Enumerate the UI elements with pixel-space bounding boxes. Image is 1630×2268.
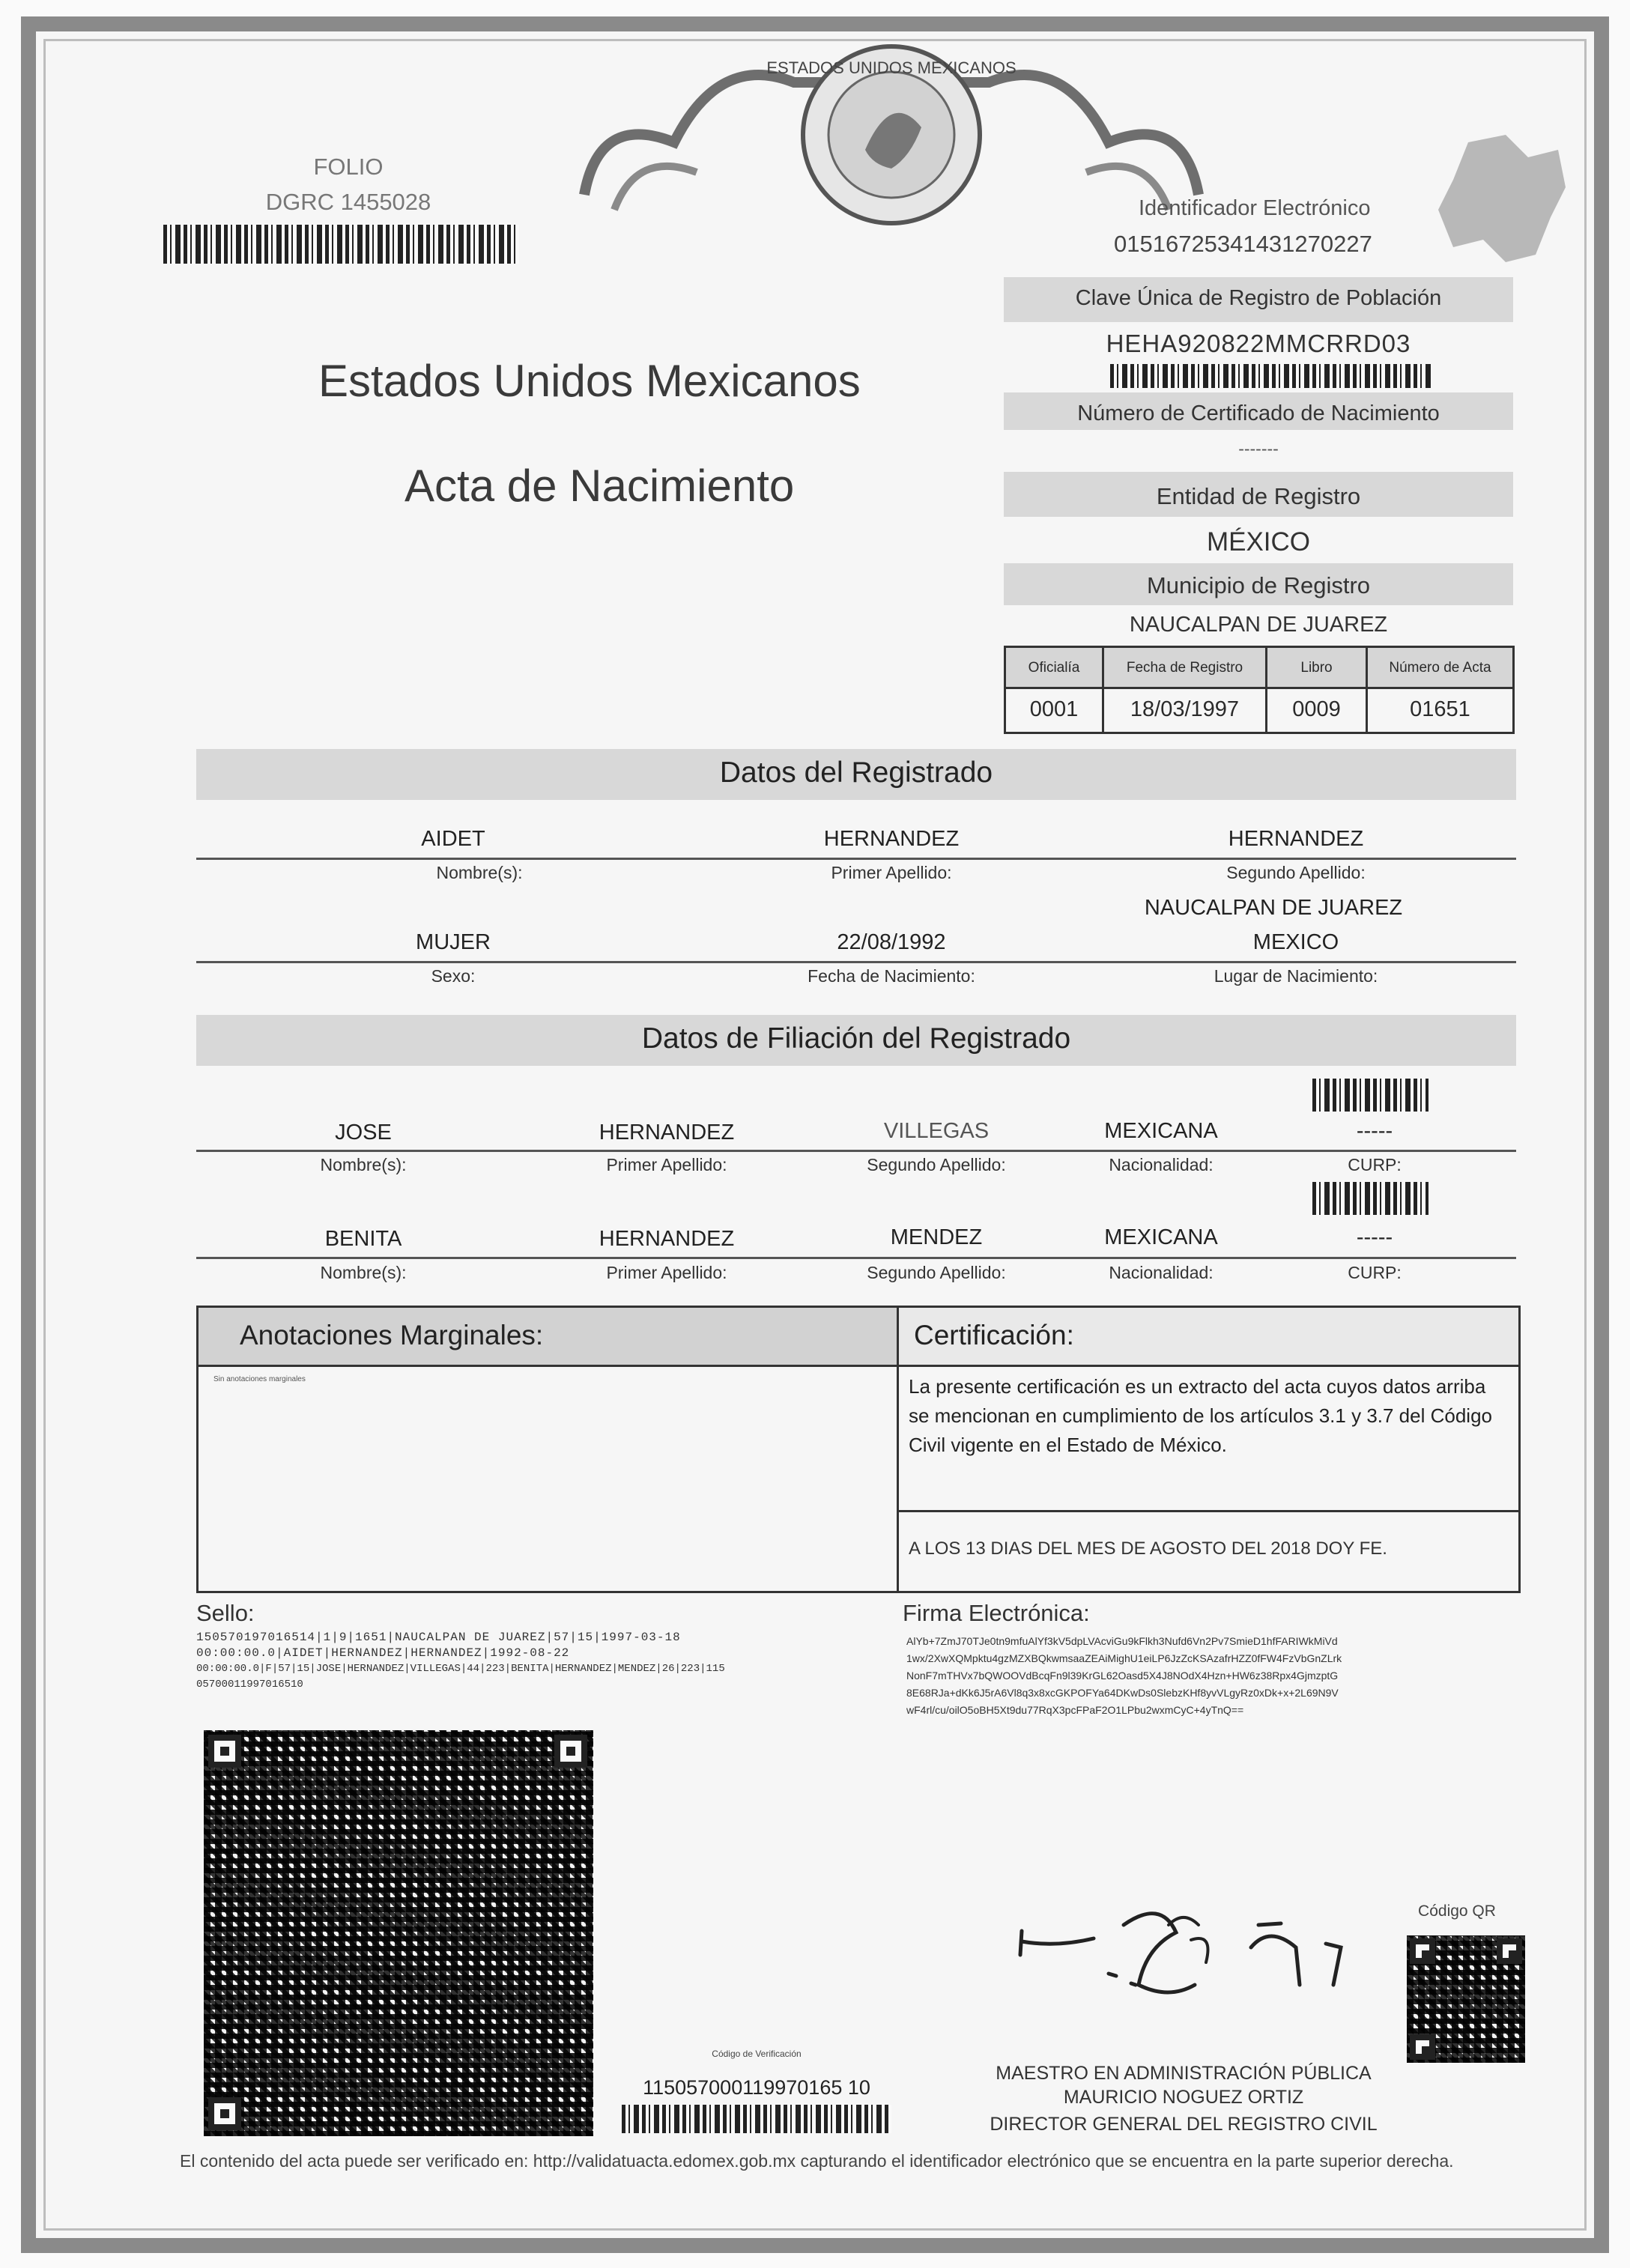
mother-curp-barcode	[1312, 1182, 1428, 1215]
table-value-cell: 0001	[1029, 697, 1079, 721]
mother-name: BENITA	[324, 1227, 402, 1251]
official-name: MAURICIO NOGUEZ ORTIZ	[1063, 2087, 1304, 2108]
entity-label: Entidad de Registro	[1156, 483, 1361, 509]
certification-divider	[899, 1510, 1518, 1512]
father-name: JOSE	[335, 1121, 392, 1144]
large-2d-code	[204, 1730, 593, 2136]
annotations-title: Anotaciones Marginales:	[240, 1320, 544, 1350]
footer-verification-text: El contenido del acta puede ser verificado en: http://validatuacta.edomex.gob.mx capturando el identificador electrónico que se encuentra en la parte superior derecha.	[180, 2151, 1454, 2171]
identifier-value: 01516725341431270227	[1114, 231, 1372, 257]
registrant-birth-date: 22/08/1992	[837, 930, 946, 954]
registrant-row-rule	[196, 858, 1516, 860]
signature-label: Firma Electrónica:	[903, 1600, 1090, 1626]
mother-curp-label: CURP:	[1348, 1263, 1402, 1282]
registrant-row-rule	[196, 961, 1516, 963]
qr-label: Código QR	[1418, 1902, 1496, 1920]
small-qr-code	[1407, 1935, 1525, 2063]
verification-code-value: 115057000119970165 10	[643, 2076, 870, 2099]
curp-value: HEHA920822MMCRRD03	[1106, 330, 1411, 357]
verification-code-label: Código de Verificación	[712, 2049, 802, 2059]
seal-label: Sello:	[196, 1600, 255, 1626]
signature-line: NonF7mTHVx7bQWOOVdBcqFn9l39KrGL62Oasd5X4J8NOdX4Hzn+HW6z38Rpx4GjmzptG	[906, 1670, 1339, 1682]
code-finder-pattern	[208, 1735, 241, 1768]
mother-first-surname-label: Primer Apellido:	[606, 1263, 727, 1282]
folio-barcode	[163, 225, 519, 264]
seal-data	[196, 1630, 893, 1693]
seal-line: 00:00:00.0|F|57|15|JOSE|HERNANDEZ|VILLEGAS|44|223|BENITA|HERNANDEZ|MENDEZ|26|223|115	[196, 1663, 725, 1675]
father-first-surname-label: Primer Apellido:	[606, 1155, 727, 1174]
seal-line: 00:00:00.0|AIDET|HERNANDEZ|HERNANDEZ|1992-08-22	[196, 1646, 570, 1660]
signature-line: AlYb+7ZmJ70TJe0tn9mfuAlYf3kV5dpLVAcviGu9kFlkh3Nufd6Vn2Pv7SmieD1hfFARIWkMiVd	[906, 1635, 1338, 1647]
certification-title: Certificación:	[914, 1320, 1074, 1350]
registrant-second-surname: HERNANDEZ	[1228, 827, 1364, 851]
father-curp: -----	[1356, 1119, 1393, 1143]
curp-label: Clave Única de Registro de Población	[1075, 286, 1442, 310]
table-header-cell: Libro	[1300, 660, 1333, 676]
registrant-birthplace-line2: MEXICO	[1252, 930, 1339, 954]
country-title: Estados Unidos Mexicanos	[318, 356, 861, 406]
father-second-surname-label: Segundo Apellido:	[867, 1155, 1006, 1174]
table-header-cell: Oficialía	[1028, 660, 1080, 676]
table-value-cell: 01651	[1410, 697, 1470, 721]
table-header-cell: Fecha de Registro	[1126, 660, 1243, 676]
handwritten-signature	[1011, 1895, 1356, 2045]
registrant-sex: MUJER	[416, 930, 491, 954]
code-finder-pattern	[1410, 2034, 1435, 2060]
registration-table	[1004, 646, 1515, 734]
registrant-second-surname-label: Segundo Apellido:	[1226, 863, 1366, 882]
table-value-cell: 0009	[1292, 697, 1341, 721]
mother-nationality-label: Nacionalidad:	[1109, 1263, 1214, 1282]
mother-curp: -----	[1356, 1225, 1393, 1249]
official-title: MAESTRO EN ADMINISTRACIÓN PÚBLICA	[996, 2063, 1372, 2084]
folio-label: FOLIO	[313, 154, 384, 180]
mother-row-rule	[196, 1257, 1516, 1259]
folio-value: DGRC 1455028	[265, 189, 431, 215]
father-name-label: Nombre(s):	[320, 1155, 407, 1174]
seal-text: ESTADOS UNIDOS MEXICANOS	[766, 58, 1017, 77]
registrant-birth-date-label: Fecha de Nacimiento:	[808, 966, 975, 986]
registrant-name: AIDET	[421, 827, 485, 851]
entity-value: MÉXICO	[1206, 527, 1311, 557]
registrant-sex-label: Sexo:	[431, 966, 476, 986]
code-finder-pattern	[208, 2097, 241, 2130]
seal-line: 150570197016514|1|9|1651|NAUCALPAN DE JUAREZ|57|15|1997-03-18	[196, 1631, 681, 1644]
certification-date: A LOS 13 DIAS DEL MES DE AGOSTO DEL 2018 DOY FE.	[909, 1538, 1387, 1559]
filiation-section-title: Datos de Filiación del Registrado	[641, 1022, 1071, 1055]
code-finder-pattern	[1497, 1938, 1522, 1964]
certification-text: La presente certificación es un extracto del acta cuyos datos arriba se mencionan en cumplimiento de los artículos 3.1 y 3.7 del Código Civil vigente en el Estado de México.	[909, 1375, 1492, 1456]
registrant-birthplace-label: Lugar de Nacimiento:	[1214, 966, 1378, 986]
signature-data	[906, 1633, 1536, 1719]
mother-second-surname-label: Segundo Apellido:	[867, 1263, 1006, 1282]
annotations-content: Sin anotaciones marginales	[213, 1375, 306, 1383]
father-nationality: MEXICANA	[1104, 1119, 1218, 1143]
signature-line: wF4rl/cu/oilO5oBH5Xt9du77RqX3pcFPaF2O1LPbu2wxmCyC+4yTnQ==	[906, 1704, 1244, 1716]
code-finder-pattern	[1410, 1938, 1435, 1964]
seal-line: 05700011997016510	[196, 1679, 303, 1691]
father-curp-label: CURP:	[1348, 1155, 1402, 1174]
official-position: DIRECTOR GENERAL DEL REGISTRO CIVIL	[990, 2114, 1378, 2135]
verification-barcode	[622, 2105, 891, 2133]
father-second-surname: VILLEGAS	[883, 1119, 990, 1143]
registrant-name-label: Nombre(s):	[436, 863, 523, 882]
document-title: Acta de Nacimiento	[405, 461, 795, 511]
code-finder-pattern	[554, 1735, 587, 1768]
certificate-label: Número de Certificado de Nacimiento	[1077, 401, 1440, 425]
signature-line: 1wx/2XwXQMpktu4gzMZXBQkwmsaaZEAiMighU1eiLP6JzZcKSAzafrHZZ0fFW4FzVbGnZLrk	[906, 1652, 1342, 1664]
mother-nationality: MEXICANA	[1104, 1225, 1218, 1249]
registrant-section-title: Datos del Registrado	[719, 756, 993, 789]
table-header-cell: Número de Acta	[1389, 660, 1491, 676]
father-curp-barcode	[1312, 1079, 1428, 1112]
table-value-cell: 18/03/1997	[1130, 697, 1240, 721]
mother-second-surname: MENDEZ	[890, 1225, 983, 1249]
mother-name-label: Nombre(s):	[320, 1263, 407, 1282]
annotations-certification-box	[196, 1306, 1521, 1593]
registrant-first-surname-label: Primer Apellido:	[831, 863, 952, 882]
signature-line: 8E68RJa+dKk6J5rA6Vl8q3x8xcGKPOFYa64DKwDs0SlebzKHf8yvVLgyRz0xDk+x+2L69N9V	[906, 1687, 1339, 1699]
father-first-surname: HERNANDEZ	[599, 1121, 735, 1144]
registrant-first-surname: HERNANDEZ	[823, 827, 960, 851]
certificate-value: -------	[1238, 439, 1279, 458]
municipality-label: Municipio de Registro	[1146, 572, 1371, 598]
father-nationality-label: Nacionalidad:	[1109, 1155, 1214, 1174]
coat-of-arms-seal	[569, 22, 1214, 247]
curp-barcode	[1110, 364, 1432, 388]
father-row-rule	[196, 1150, 1516, 1152]
municipality-value: NAUCALPAN DE JUAREZ	[1129, 613, 1388, 637]
registrant-birthplace-line1: NAUCALPAN DE JUAREZ	[1144, 896, 1403, 920]
identifier-label: Identificador Electrónico	[1139, 196, 1371, 220]
mother-first-surname: HERNANDEZ	[599, 1227, 735, 1251]
